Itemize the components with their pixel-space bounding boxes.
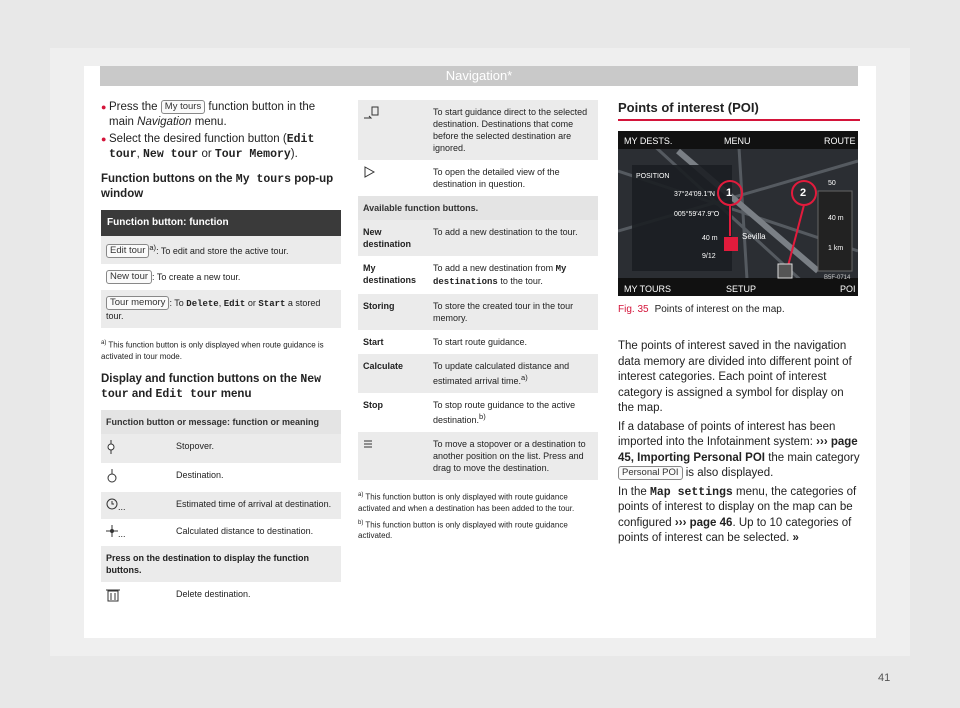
table-row: [101, 236, 341, 264]
text: ,: [136, 148, 140, 160]
marker-1: 1: [726, 187, 733, 199]
function-table-1: [101, 210, 341, 328]
text: To update calculated distance and estimated arrival time.: [433, 361, 570, 386]
text: Edit: [223, 299, 246, 309]
text: To add a new destination from: [433, 263, 554, 273]
footnote-ref: b): [479, 412, 486, 421]
menu-name: Navigation: [137, 116, 192, 128]
bullet-item: [101, 132, 341, 162]
text: Function buttons on the: [101, 173, 233, 185]
table-row: [101, 264, 341, 290]
text: Start: [258, 299, 286, 309]
figure-caption: [618, 302, 860, 317]
table-subheader: Available function buttons.: [358, 196, 598, 220]
table-cell: Delete destination.: [171, 582, 341, 611]
image-code: B5F-0714: [824, 275, 851, 281]
table-cell: Stop: [358, 393, 428, 432]
edit-tour-label: Edit tour: [109, 133, 315, 161]
clock-icon: [101, 492, 171, 519]
column-1: [101, 100, 341, 611]
table-cell: Destination.: [171, 463, 341, 492]
text: menu, the categories of points of interest to display on the map can be configured: [618, 485, 857, 529]
text: Display and function buttons on the: [101, 372, 298, 385]
footnote-ref: a): [521, 373, 528, 382]
section-title: Points of interest (POI): [618, 100, 860, 121]
text: New tour: [101, 372, 322, 401]
page-number: 41: [878, 672, 891, 684]
new-tour-label: New tour: [143, 148, 199, 161]
new-tour-key[interactable]: New tour: [106, 270, 152, 284]
caption-text: Points of interest on the map.: [654, 304, 785, 315]
setup-button[interactable]: SETUP: [726, 284, 757, 294]
text: Select the desired function button (: [109, 133, 287, 145]
continue-arrow: »: [792, 532, 799, 544]
destination-icon: [101, 463, 171, 492]
page-link[interactable]: ››› page 45, Importing Personal POI: [618, 436, 858, 464]
poi-body: [618, 339, 860, 547]
footnote-text: This function button is only displayed with route guidance activated.: [358, 520, 568, 541]
count-value: 9/12: [702, 253, 716, 260]
text: menu: [220, 387, 252, 400]
edit-tour-key[interactable]: Edit tour: [106, 244, 149, 258]
page-link[interactable]: ››› page 46: [674, 516, 733, 529]
function-table-3: [358, 100, 598, 480]
my-dests-button[interactable]: MY DESTS.: [624, 136, 673, 146]
position-label: POSITION: [636, 173, 670, 180]
footnote-ref: a): [149, 243, 157, 252]
section-header: Navigation*: [100, 66, 858, 86]
text: ).: [290, 148, 298, 160]
heading-my-tours: [101, 172, 341, 202]
text: To stop route guidance to the active destination.: [433, 400, 576, 425]
text: Delete: [186, 299, 219, 309]
text: is also displayed.: [685, 467, 774, 479]
my-tours-button[interactable]: MY TOURS: [624, 284, 672, 294]
text: ...: [118, 528, 126, 539]
poi-button[interactable]: POI: [840, 284, 856, 294]
paragraph: The points of interest saved in the navigation data memory are divided into different point of interest categories. Each point of interest category is assigned a symbol for display on the map.: [618, 340, 852, 414]
scale-value: 40 m: [828, 215, 844, 222]
table-cell: Start: [358, 330, 428, 354]
table-cell: To start guidance direct to the selected destination. Destinations that come before the selected destination are ignored.: [428, 100, 598, 160]
text: or: [247, 298, 256, 308]
text: a stored tour.: [106, 298, 321, 321]
function-table-2: [101, 410, 341, 611]
text: ...: [118, 501, 126, 512]
table-cell: Calculate: [358, 354, 428, 393]
table-cell: To move a stopover or a destination to another position on the list. Press and drag to move the destination.: [428, 432, 598, 480]
navigation-screenshot: [618, 131, 858, 296]
distance-icon: [101, 519, 171, 546]
footnote: [101, 338, 341, 362]
text: Edit tour: [155, 387, 218, 401]
text: to the tour.: [500, 276, 543, 286]
text: or: [201, 148, 212, 160]
text: Press the: [109, 101, 158, 113]
text: function button in the main: [109, 101, 316, 128]
map-image: [618, 131, 858, 296]
text: . Up to 10 categories of points of interest can be selected.: [618, 516, 852, 544]
table-cell: [428, 256, 598, 294]
trash-icon: [101, 582, 171, 611]
city-label: Sevilla: [742, 232, 766, 241]
table-cell: To start route guidance.: [428, 330, 598, 354]
bullet-item: [101, 100, 341, 130]
table-cell: [428, 354, 598, 393]
text: pop-up window: [101, 173, 334, 200]
table-header: Function button or message: function or meaning: [101, 410, 341, 434]
table-cell: To open the detailed view of the destination in question.: [428, 160, 598, 196]
marker-2: 2: [800, 187, 807, 199]
tour-memory-label: Tour Memory: [214, 148, 291, 161]
drag-handle-icon: [358, 432, 428, 480]
table-cell: Stopover.: [171, 434, 341, 463]
table-cell: Storing: [358, 294, 428, 330]
table-header: Function button: function: [101, 210, 341, 236]
text: In the: [618, 485, 647, 498]
text: and: [131, 387, 153, 400]
footnote-text: This function button is only displayed with route guidance activated and when a destination has been added to the tour.: [358, 492, 575, 513]
paragraph: [618, 420, 860, 482]
footnote-mark: a): [358, 492, 364, 498]
column-2: [358, 100, 600, 541]
personal-poi-key[interactable]: Personal POI: [618, 466, 683, 480]
table-cell: New destination: [358, 220, 428, 256]
table-row: [101, 290, 341, 328]
table-cell: To add a new destination to the tour.: [428, 220, 598, 256]
footnote-text: This function button is only displayed when route guidance is activated in tour mode.: [101, 340, 324, 361]
table-cell: Estimated time of arrival at destination.: [171, 492, 341, 519]
figure-number: Fig. 35: [618, 304, 649, 315]
text: My destinations: [433, 264, 567, 287]
text: : To: [169, 298, 184, 308]
table-cell: [428, 393, 598, 432]
start-guidance-icon: [358, 100, 428, 160]
text: If a database of points of interest has been imported into the Infotainment system:: [618, 420, 836, 448]
text: Map settings: [649, 485, 733, 499]
speed-limit: 50: [828, 180, 836, 187]
table-cell: Calculated distance to destination.: [171, 519, 341, 546]
table-cell: My destinations: [358, 256, 428, 294]
column-3: [618, 100, 860, 550]
table-cell: To store the created tour in the tour memory.: [428, 294, 598, 330]
scale-value: 1 km: [828, 245, 844, 252]
longitude-value: 005°59'47.9"O: [674, 211, 720, 218]
stopover-icon: [101, 434, 171, 463]
tour-memory-key[interactable]: Tour memory: [106, 296, 169, 310]
my-tours-key[interactable]: My tours: [161, 100, 205, 114]
table-cell: Press on the destination to display the function buttons.: [101, 546, 341, 582]
route-button[interactable]: ROUTE: [824, 136, 856, 146]
play-icon: [358, 160, 428, 196]
text: menu.: [194, 116, 227, 128]
text: : To create a new tour.: [152, 272, 241, 282]
footnote-mark: b): [358, 519, 364, 526]
text: ,: [218, 298, 222, 308]
footnote: [358, 490, 600, 514]
distance-value: 40 m: [702, 235, 718, 242]
heading-new-tour: [101, 372, 341, 402]
menu-button[interactable]: MENU: [724, 136, 751, 146]
footnote: [358, 518, 600, 542]
text: the main category: [768, 451, 860, 464]
footnote-mark: a): [101, 340, 107, 346]
text: My tours: [235, 173, 292, 186]
latitude-value: 37°24'09.1"N: [674, 191, 715, 198]
text: : To edit and store the active tour.: [156, 246, 289, 256]
paragraph: [618, 485, 860, 547]
